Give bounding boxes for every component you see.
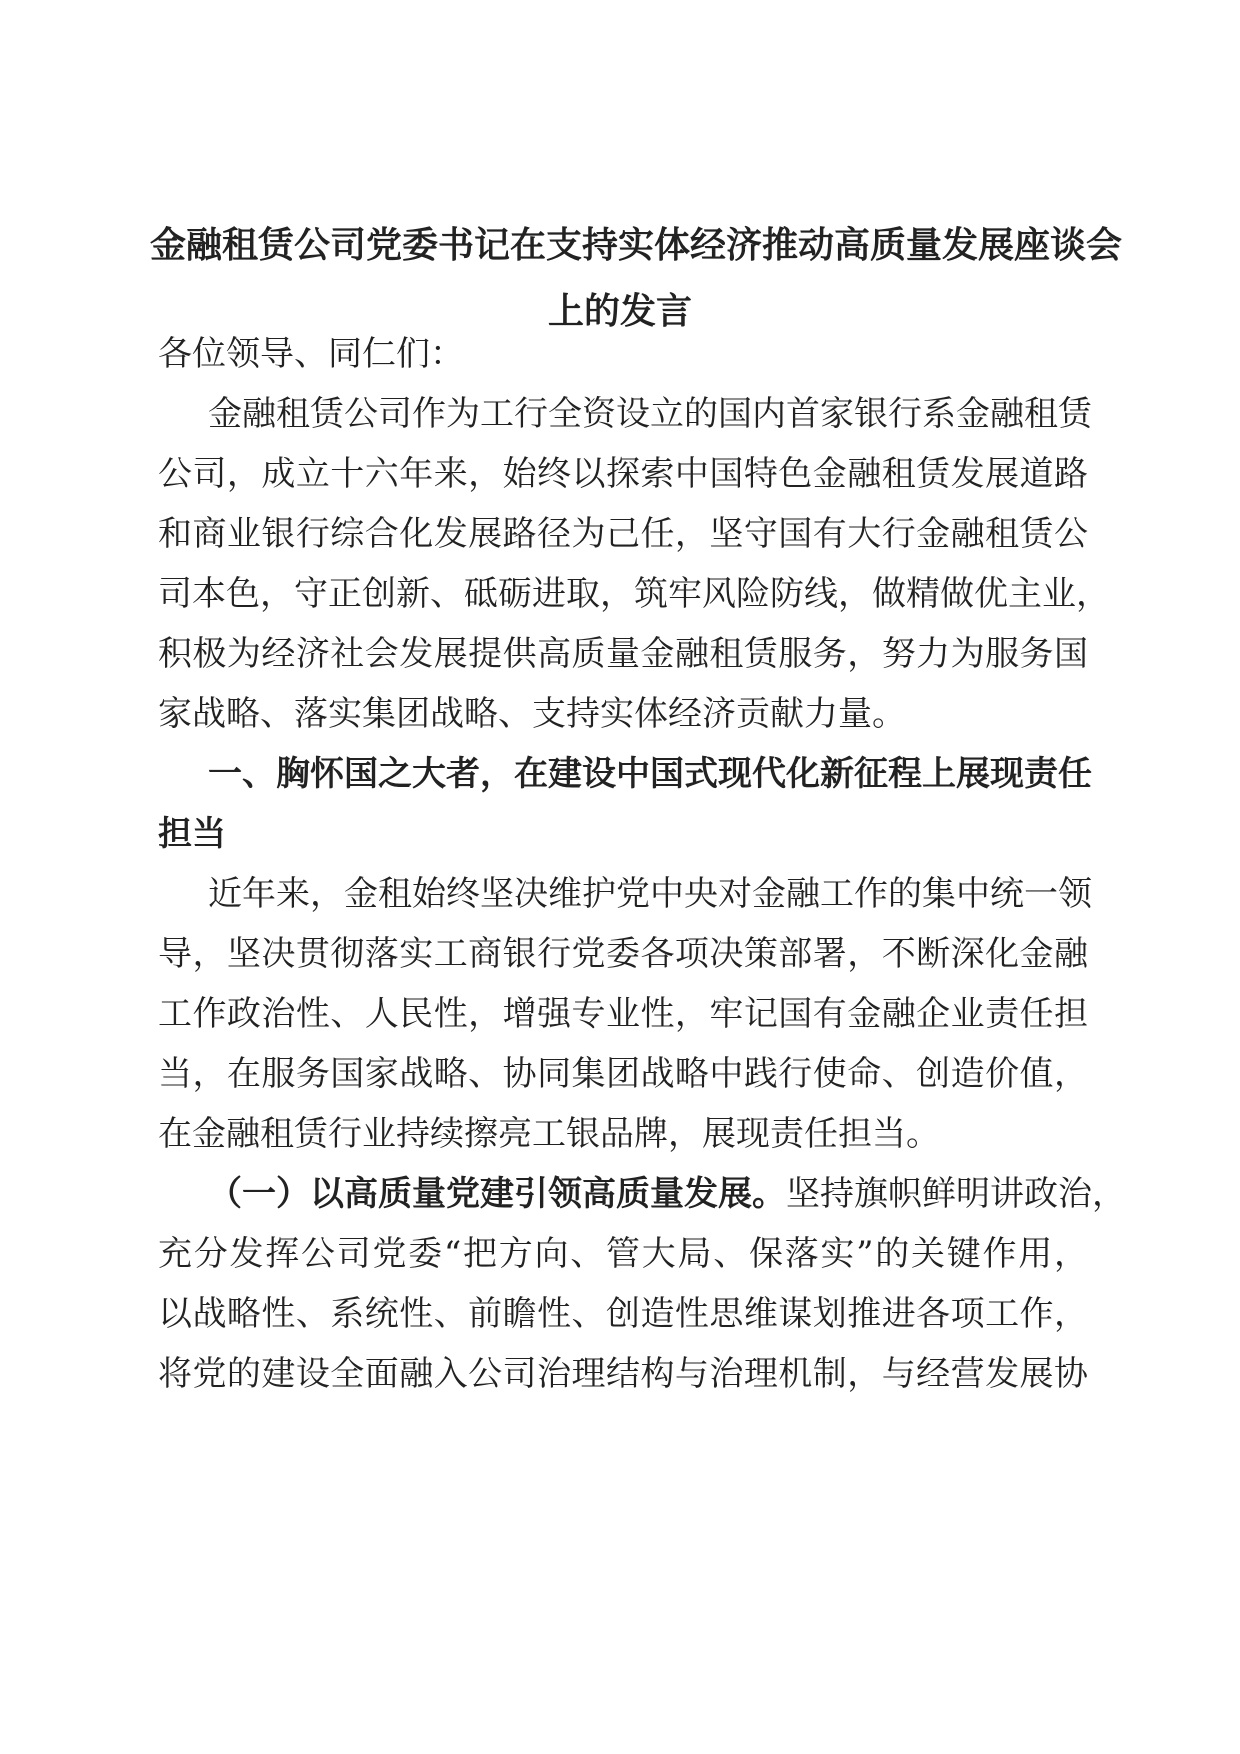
subsection-1-para-line: 充分发挥公司党委“把方向、管大局、保落实”的关键作用， [158,1234,1088,1274]
intro-line: 公司，成立十六年来，始终以探索中国特色金融租赁发展道路 [158,454,1088,494]
document-title-line-1: 金融租赁公司党委书记在支持实体经济推动高质量发展座谈会 [150,225,1123,266]
section-1-heading-line-2: 担当 [158,814,226,854]
section-1-para-line: 在金融租赁行业持续擦亮工银品牌，展现责任担当。 [158,1114,940,1154]
salutation: 各位领导、同仁们： [158,334,464,374]
section-1-para-line: 导，坚决贯彻落实工商银行党委各项决策部署，不断深化金融 [158,934,1088,974]
intro-line: 金融租赁公司作为工行全资设立的国内首家银行系金融租赁 [208,394,1092,434]
section-1-heading-line-1: 一、胸怀国之大者，在建设中国式现代化新征程上展现责任 [208,754,1092,794]
subsection-1-first-line [208,1172,1126,1216]
subsection-1-para-line: 以战略性、系统性、前瞻性、创造性思维谋划推进各项工作， [158,1294,1088,1334]
section-1-para-line: 工作政治性、人民性，增强专业性，牢记国有金融企业责任担 [158,994,1088,1034]
intro-line: 司本色，守正创新、砥砺进取，筑牢风险防线，做精做优主业， [158,574,1110,614]
intro-line: 积极为经济社会发展提供高质量金融租赁服务，努力为服务国 [158,634,1088,674]
subsection-1-heading: （一）以高质量党建引领高质量发展。 [208,1174,786,1214]
intro-line: 和商业银行综合化发展路径为己任，坚守国有大行金融租赁公 [158,514,1088,554]
subsection-1-para-line: 将党的建设全面融入公司治理结构与治理机制，与经营发展协 [158,1354,1088,1394]
document-title-line-2: 上的发言 [547,291,692,332]
subsection-1-lead-text: 坚持旗帜鲜明讲政治， [786,1174,1126,1214]
section-1-para-line: 近年来，金租始终坚决维护党中央对金融工作的集中统一领 [208,874,1092,914]
section-1-para-line: 当，在服务国家战略、协同集团战略中践行使命、创造价值， [158,1054,1088,1094]
intro-line: 家战略、落实集团战略、支持实体经济贡献力量。 [158,694,906,734]
